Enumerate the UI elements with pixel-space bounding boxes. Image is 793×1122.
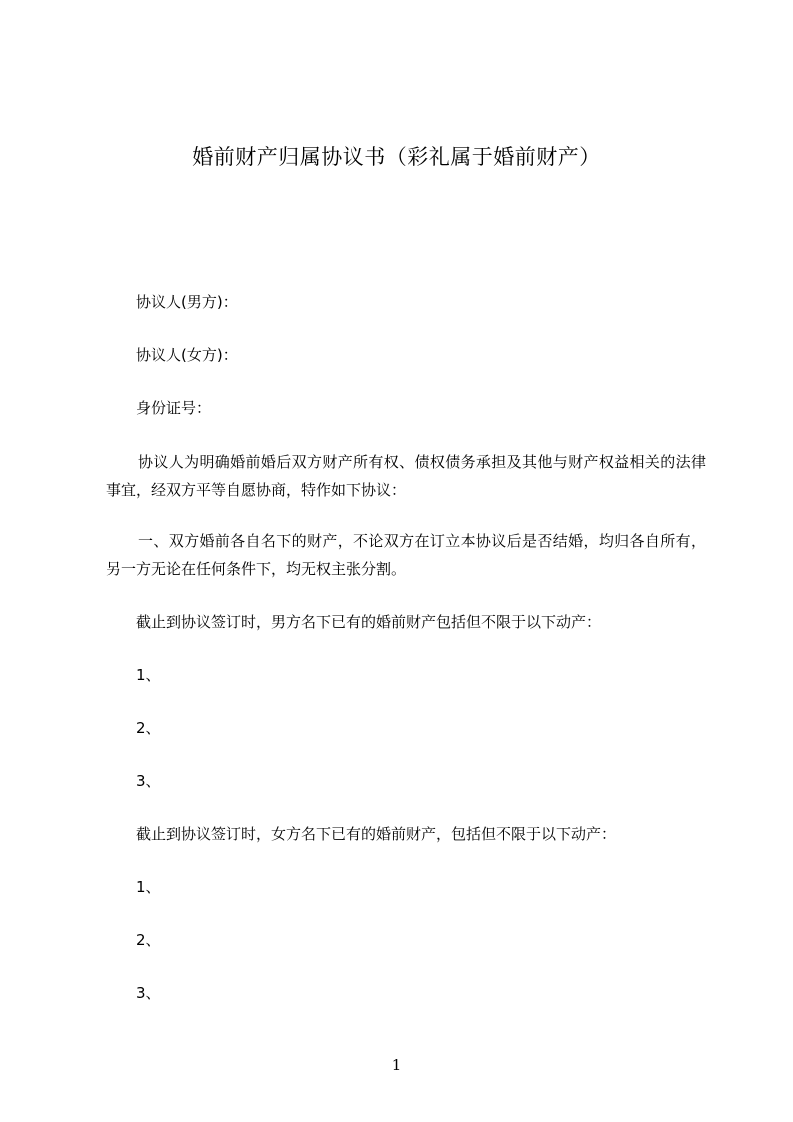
clause-1-paragraph: 一、双方婚前各自名下的财产，不论双方在订立本协议后是否结婚，均归各自所有，另一方无论在任何条件下，均无权主张分割。 [106,532,706,578]
female-assets-heading: 截止到协议签订时，女方名下已有的婚前财产，包括但不限于以下动产： [136,825,617,843]
female-asset-item-1: 1、 [136,878,161,896]
party-male-line: 协议人(男方)： [136,293,238,311]
id-number-line: 身份证号： [136,399,212,417]
male-asset-item-1: 1、 [136,666,161,684]
party-female-line: 协议人(女方)： [136,346,238,364]
male-asset-item-3: 3、 [136,772,161,790]
page-number: 1 [391,1056,402,1074]
male-asset-item-2: 2、 [136,719,161,737]
male-assets-heading: 截止到协议签订时，男方名下已有的婚前财产包括但不限于以下动产： [136,613,602,631]
female-asset-item-2: 2、 [136,931,161,949]
intro-paragraph: 协议人为明确婚前婚后双方财产所有权、债权债务承担及其他与财产权益相关的法律事宜，经双方平等自愿协商，特作如下协议： [106,453,706,499]
female-asset-item-3: 3、 [136,984,161,1002]
document-title: 婚前财产归属协议书（彩礼属于婚前财产） [192,145,601,169]
